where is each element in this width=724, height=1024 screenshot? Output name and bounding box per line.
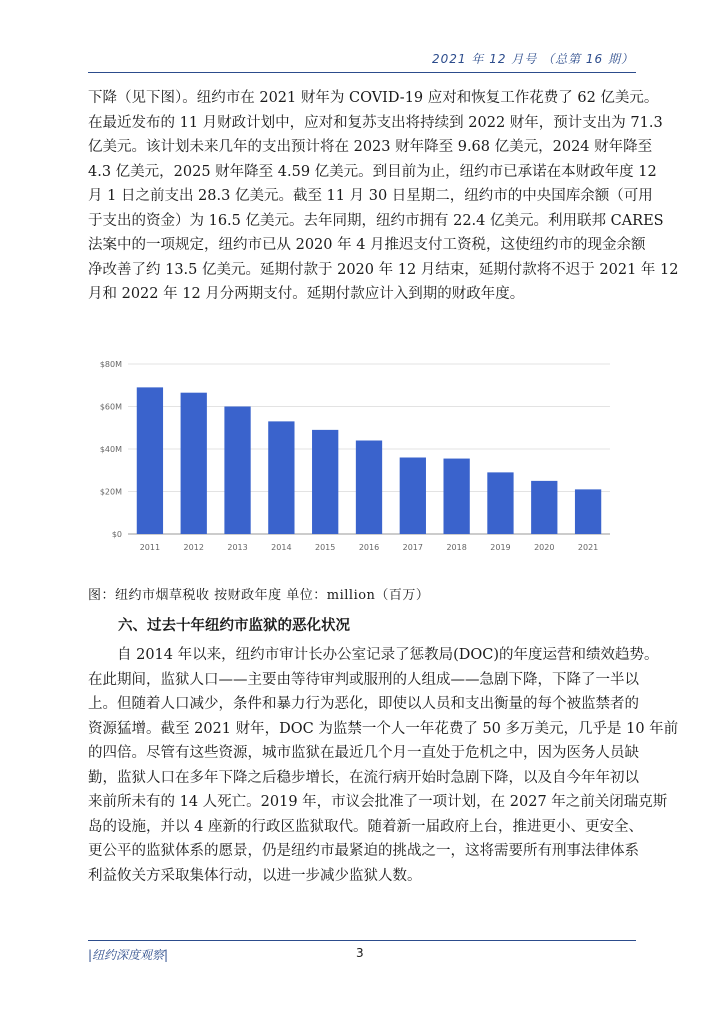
text-line: 来前所未有的 14 人死亡。2019 年，市议会批准了一项计划，在 2027 年之前关闭瑞克斯 [88, 794, 668, 810]
text-line: 净改善了约 13.5 亿美元。延期付款于 2020 年 12 月结束，延期付款将不迟于 2021 年 12 [88, 261, 679, 278]
text-line: 亿美元。该计划未来几年的支出预计将在 2023 财年降至 9.68 亿美元，2024 财年降至 [88, 139, 653, 155]
bar-2015 [312, 430, 338, 534]
footer-divider [88, 940, 636, 941]
text-line: 在此期间，监狱人口——主要由等待审判或服刑的人组成——急剧下降，下降了一半以 [88, 671, 639, 688]
text-line: 法案中的一项规定，纽约市已从 2020 年 4 月推迟支付工资税，这使纽约市的现金余额 [88, 237, 646, 253]
x-tick-label: 2013 [227, 543, 248, 552]
x-tick-label: 2020 [534, 543, 555, 552]
text-line: 岛的设施，并以 4 座新的行政区监狱取代。随着新一届政府上台，推进更小、更安全、 [88, 818, 643, 835]
footer-publication-name: |纽约深度观察| [88, 948, 169, 962]
text-line: 自 2014 年以来，纽约市审计长办公室记录了惩教局(DOC)的年度运营和绩效趋势。 [88, 647, 659, 663]
bar-2011 [137, 387, 163, 534]
y-tick-label: $0 [111, 530, 122, 539]
text-line: 在最近发布的 11 月财政计划中，应对和复苏支出将持续到 2022 财年，预计支出为 71.3 [88, 114, 663, 131]
text-line: 于支出的资金）为 16.5 亿美元。去年同期，纽约市拥有 22.4 亿美元。利用联邦 CARES [88, 212, 664, 229]
text-line: 利益攸关方采取集体行动，以进一步减少监狱人数。 [88, 867, 422, 884]
x-tick-label: 2014 [271, 543, 292, 552]
bar-2020 [531, 481, 557, 534]
y-tick-label: $20M [99, 487, 122, 497]
paragraph-1 [88, 86, 679, 307]
y-tick-label: $40M [99, 445, 122, 454]
paragraph-2 [88, 643, 679, 888]
text-line: 月和 2022 年 12 月分两期支付。延期付款应计入到期的财政年度。 [88, 286, 525, 302]
bar-2019 [487, 472, 513, 534]
bar-2012 [181, 393, 207, 534]
bar-2018 [443, 459, 469, 534]
y-tick-label: $80M [99, 360, 122, 369]
bar-2021 [575, 489, 601, 534]
x-tick-label: 2018 [446, 543, 467, 552]
text-line: 上。但随着人口减少，条件和暴力行为恶化，即使以人员和支出衡量的每个被监禁者的 [88, 696, 639, 712]
x-tick-label: 2021 [577, 543, 599, 552]
bar-2017 [400, 458, 426, 535]
text-line: 的四倍。尽管有这些资源，城市监狱在最近几个月一直处于危机之中，因为医务人员缺 [88, 745, 639, 761]
bar-2014 [268, 421, 294, 534]
header-divider [88, 72, 636, 73]
bar-2016 [356, 441, 382, 535]
issue-header: 2021 年 12 月号 （总第 16 期） [432, 52, 634, 66]
text-line: 4.3 亿美元，2025 财年降至 4.59 亿美元。到目前为止，纽约市已承诺在本财政年度 12 [88, 163, 657, 180]
page-number: 3 [356, 946, 364, 960]
x-tick-label: 2011 [139, 543, 161, 552]
x-tick-label: 2015 [315, 543, 336, 552]
x-tick-label: 2019 [490, 543, 511, 552]
x-tick-label: 2012 [183, 543, 204, 552]
tobacco-tax-bar-chart [90, 352, 620, 562]
x-tick-label: 2017 [402, 543, 423, 552]
bar-2013 [224, 407, 250, 535]
text-line: 下降（见下图）。纽约市在 2021 财年为 COVID-19 应对和恢复工作花费了 62 亿美元。 [88, 90, 659, 106]
chart-caption: 图：纽约市烟草税收 按财政年度 单位：million（百万） [88, 588, 430, 603]
text-line: 月 1 日之前支出 28.3 亿美元。截至 11 月 30 日星期二，纽约市的中央国库余额（可用 [88, 188, 653, 204]
text-line: 勤，监狱人口在多年下降之后稳步增长，在流行病开始时急剧下降，以及自今年年初以 [88, 769, 639, 786]
x-tick-label: 2016 [358, 543, 380, 552]
text-line: 更公平的监狱体系的愿景，仍是纽约市最紧迫的挑战之一，这将需要所有刑事法律体系 [88, 843, 639, 859]
section-heading: 六、过去十年纽约市监狱的恶化状况 [118, 618, 350, 634]
y-tick-label: $60M [99, 402, 122, 412]
text-line: 资源猛增。截至 2021 财年，DOC 为监禁一个人一年花费了 50 多万美元，几乎是 10 年前 [88, 720, 679, 737]
